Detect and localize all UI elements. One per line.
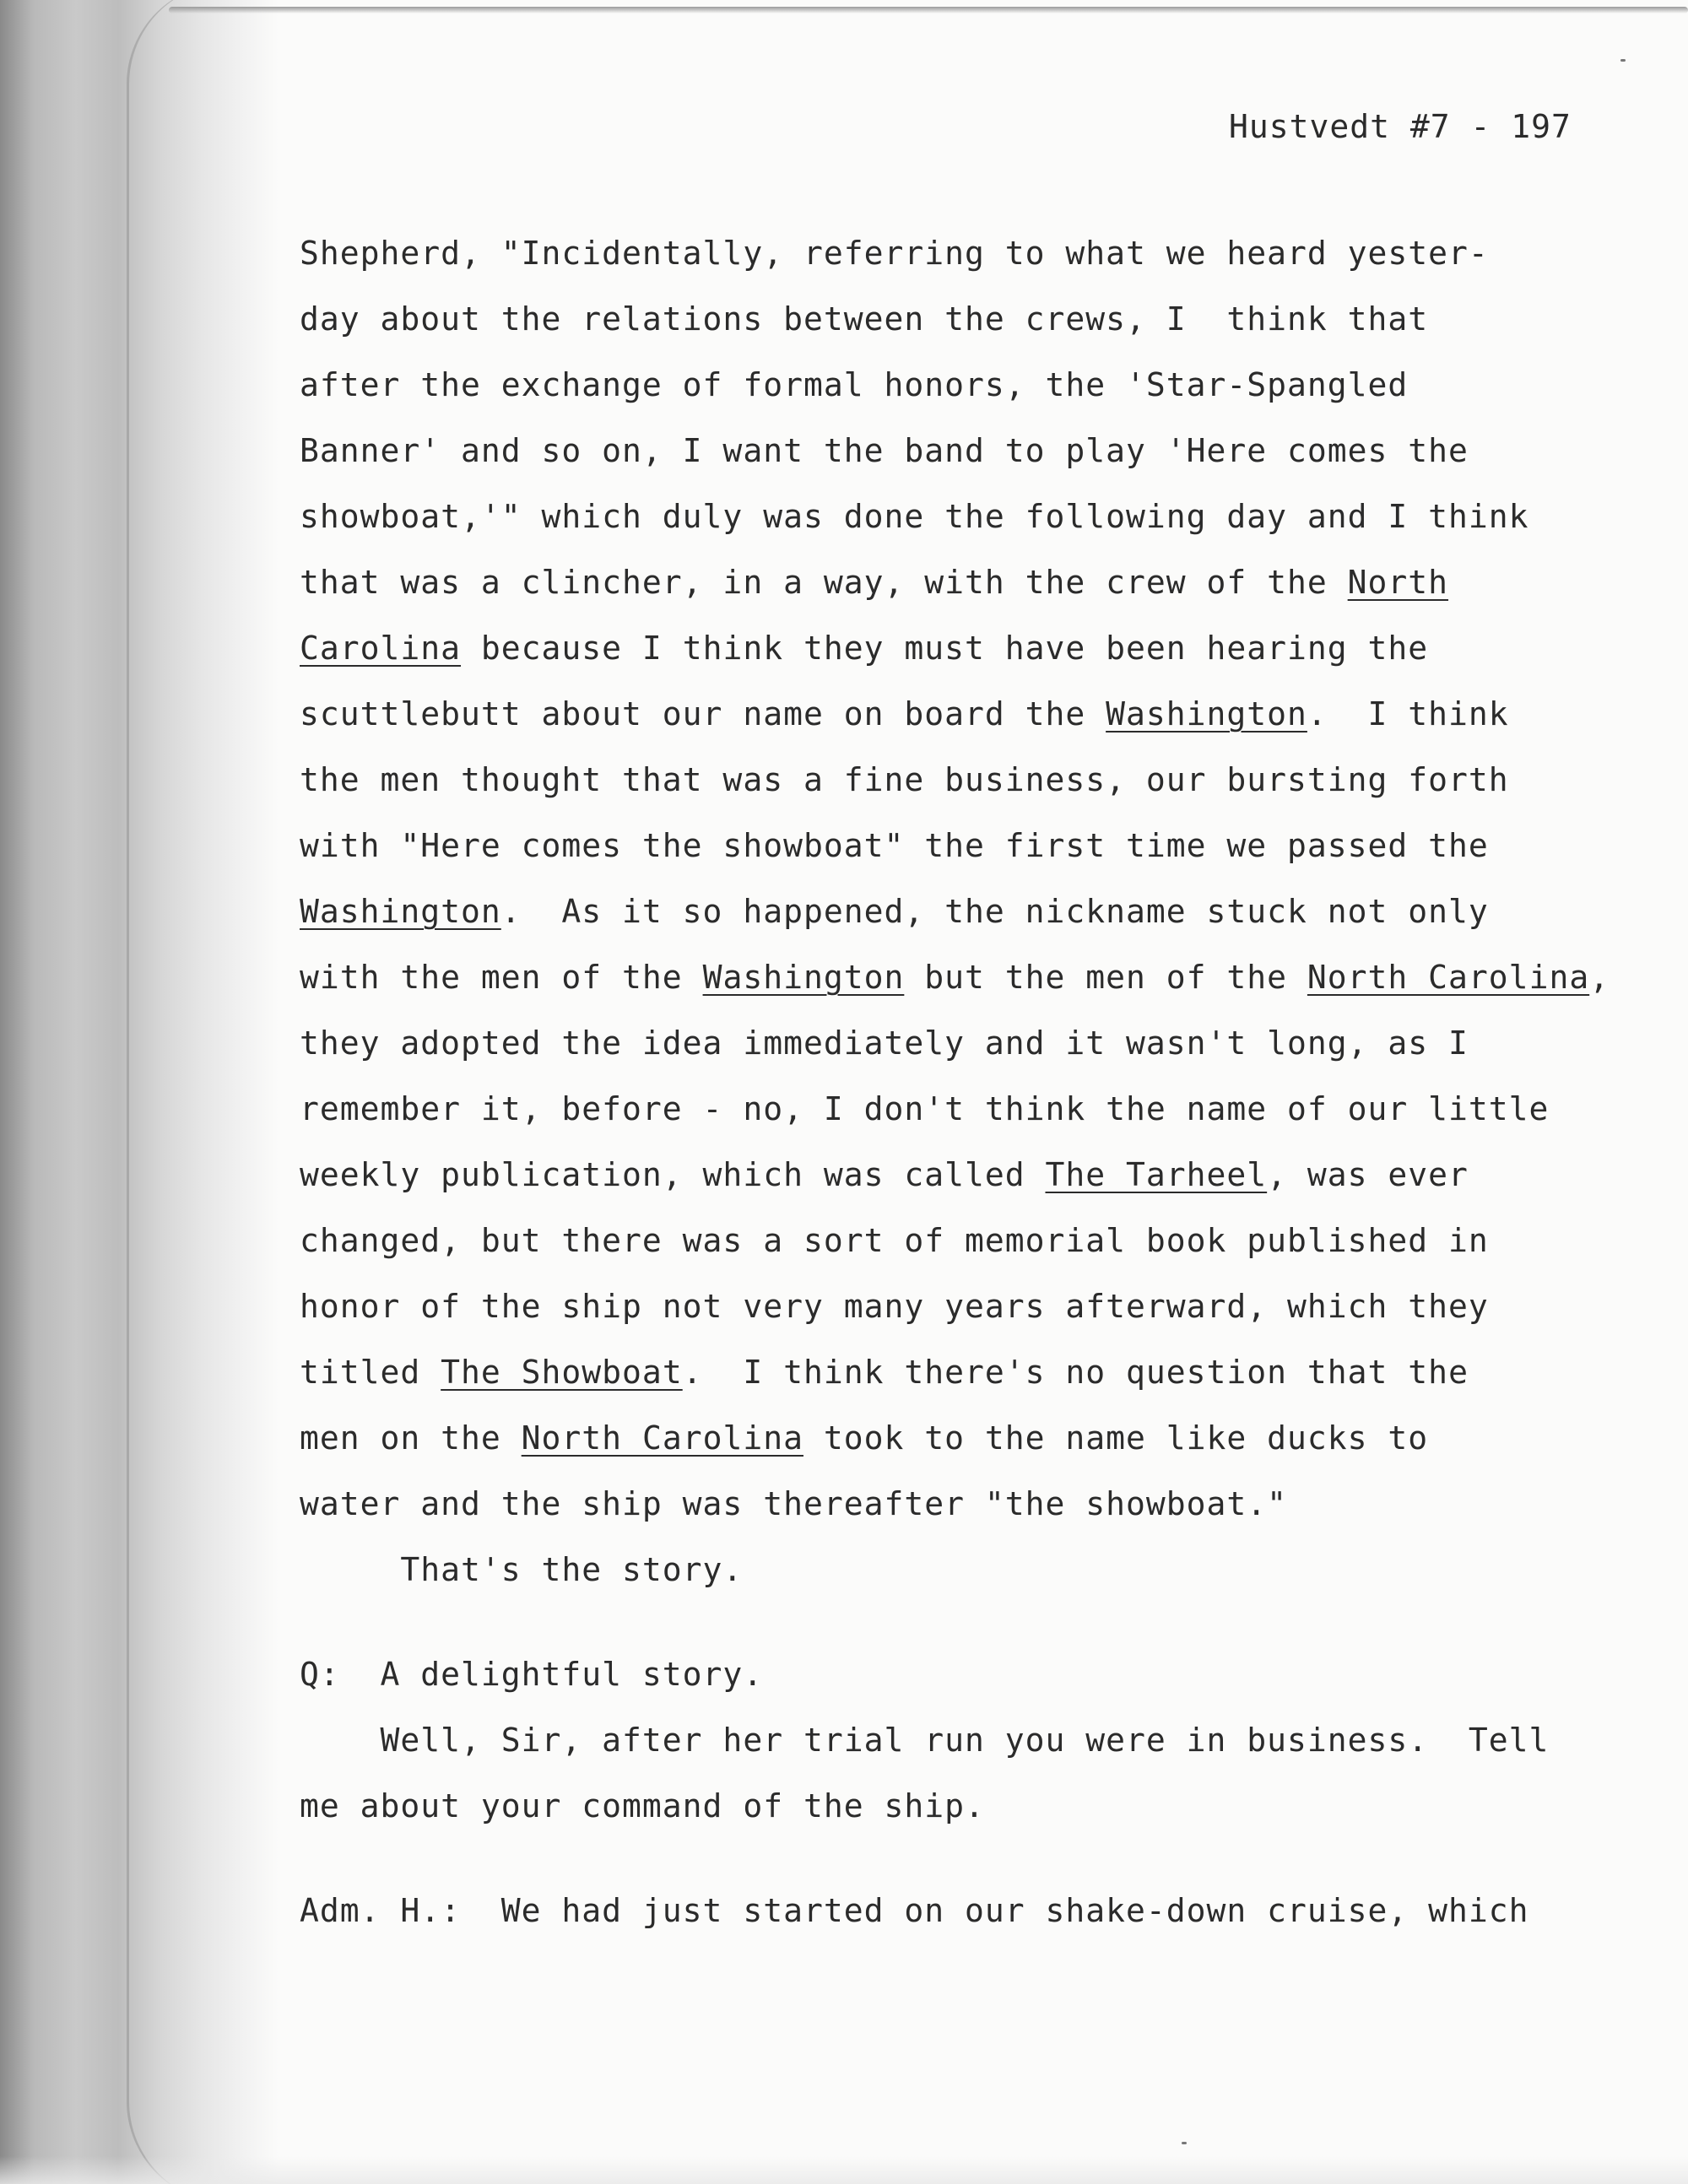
text-segment: after the exchange of formal honors, the 'Star-Spangled — [300, 366, 1409, 403]
answer-line — [300, 1892, 1529, 1929]
text-segment: because I think they must have been hearing the — [461, 630, 1429, 667]
text-line — [300, 827, 1489, 864]
text-segment: me about your command of the ship. — [300, 1787, 985, 1825]
text-segment: water and the ship was thereafter "the showboat." — [300, 1485, 1288, 1522]
text-segment: showboat,'" which duly was done the following day and I think — [300, 498, 1529, 535]
text-segment: Shepherd, "Incidentally, referring to what we heard yester- — [300, 235, 1489, 272]
text-line — [300, 1156, 1469, 1193]
text-segment: Well, Sir, after her trial run you were in business. Tell — [300, 1722, 1550, 1759]
text-line — [300, 366, 1408, 403]
question-line — [300, 1656, 763, 1693]
text-line — [300, 1419, 1428, 1457]
text-segment: honor of the ship not very many years afterward, which they — [300, 1288, 1489, 1325]
text-segment: changed, but there was a sort of memorial book published in — [300, 1222, 1489, 1259]
text-segment: , was ever — [1267, 1156, 1469, 1193]
text-segment: with the men of the — [300, 959, 703, 996]
text-line — [300, 695, 1509, 733]
text-line — [300, 432, 1469, 469]
text-line — [300, 1722, 1549, 1759]
text-line — [300, 1090, 1549, 1127]
page-top-edge — [169, 7, 1688, 14]
text-line — [300, 761, 1509, 798]
page-curve — [127, 0, 315, 2184]
ship-name-underlined: Washington — [1106, 695, 1307, 733]
book-title-underlined: The Showboat — [441, 1354, 683, 1391]
text-segment: but the men of the — [904, 959, 1307, 996]
text-segment: Q: A delightful story. — [300, 1656, 764, 1693]
text-segment: weekly publication, which was called — [300, 1156, 1046, 1193]
text-segment: . As it so happened, the nickname stuck not only — [500, 893, 1489, 930]
text-segment: . I think — [1307, 695, 1509, 733]
text-segment: titled — [300, 1354, 441, 1391]
text-line — [300, 498, 1529, 535]
text-line — [300, 1222, 1489, 1259]
text-line — [300, 630, 1428, 667]
ship-name-underlined: Carolina — [300, 630, 462, 667]
text-segment: scuttlebutt about our name on board the — [300, 695, 1106, 733]
text-line — [300, 1288, 1489, 1325]
text-line — [300, 235, 1489, 272]
ship-name-underlined: North — [1347, 564, 1449, 601]
text-segment: , — [1589, 959, 1610, 996]
text-segment: men on the — [300, 1419, 522, 1457]
text-line — [300, 1485, 1287, 1522]
text-segment: that was a clincher, in a way, with the crew of the — [300, 564, 1348, 601]
text-line — [300, 1551, 743, 1588]
page-header: Hustvedt #7 - 197 — [1229, 108, 1572, 145]
text-segment: Adm. H.: We had just started on our shake-down cruise, which — [300, 1892, 1529, 1929]
text-segment: took to the name like ducks to — [803, 1419, 1429, 1457]
publication-title-underlined: The Tarheel — [1045, 1156, 1268, 1193]
text-segment: they adopted the idea immediately and it wasn't long, as I — [300, 1024, 1469, 1062]
text-line — [300, 893, 1489, 930]
text-segment: . I think there's no question that the — [682, 1354, 1469, 1391]
text-line — [300, 300, 1428, 338]
ship-name-underlined: North Carolina — [521, 1419, 803, 1457]
scan-speck — [1620, 59, 1626, 62]
ship-name-underlined: Washington — [702, 959, 905, 996]
text-segment: the men thought that was a fine business, our bursting forth — [300, 761, 1509, 798]
text-segment: remember it, before - no, I don't think the name of our little — [300, 1090, 1550, 1127]
text-segment: Banner' and so on, I want the band to play 'Here comes the — [300, 432, 1469, 469]
text-segment: That's the story. — [300, 1551, 744, 1588]
ship-name-underlined: Washington — [300, 893, 501, 930]
text-line — [300, 564, 1448, 601]
text-line — [300, 959, 1610, 996]
text-line — [300, 1024, 1469, 1062]
scan-speck — [1182, 2142, 1187, 2144]
text-line — [300, 1354, 1469, 1391]
text-segment: day about the relations between the crews, I think that — [300, 300, 1429, 338]
text-segment: with "Here comes the showboat" the first time we passed the — [300, 827, 1489, 864]
page-bottom-edge — [0, 2156, 1688, 2184]
ship-name-underlined: North Carolina — [1307, 959, 1590, 996]
text-line — [300, 1787, 985, 1825]
